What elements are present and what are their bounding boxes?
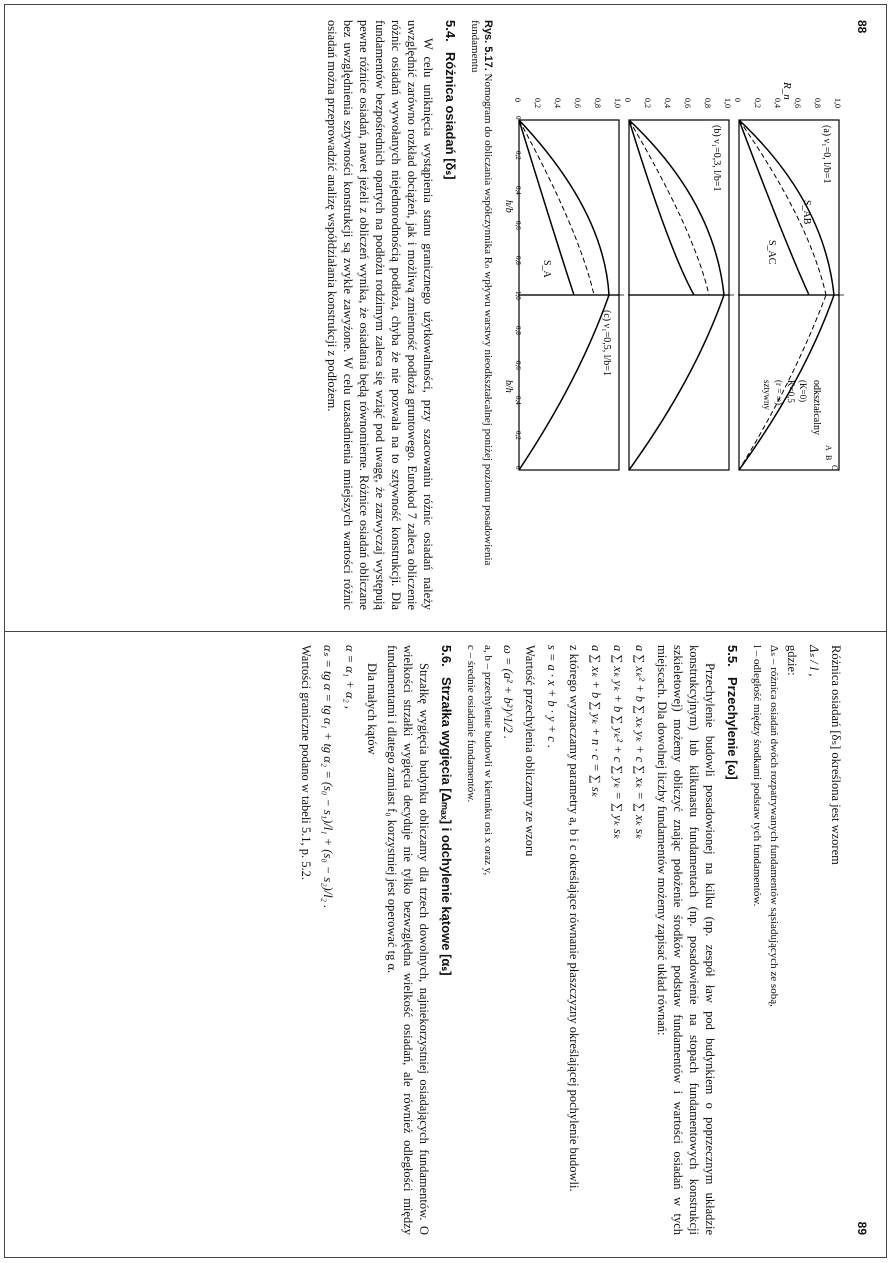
- legend-rigid: sztywny: [762, 380, 772, 410]
- section-title: Przechylenie [ω]: [725, 677, 740, 780]
- system-eq-1: a ∑ xₖ² + b ∑ xₖ yₖ + c ∑ xₖ = ∑ xₖ sₖ: [633, 645, 647, 840]
- section-title: Różnica osiadań [δₛ]: [443, 52, 458, 180]
- y-tick-label: 0,8: [703, 98, 712, 108]
- y-tick-label: 0,8: [593, 98, 602, 108]
- curve-sa-label: S_A: [541, 260, 552, 278]
- y-tick-label: 0: [733, 98, 742, 102]
- page-divider: [4, 631, 887, 632]
- y-tick-label: 0,2: [753, 98, 762, 108]
- figure-caption: [468, 20, 494, 610]
- x-tick-label: 0,2: [514, 431, 522, 440]
- y-tick-label: 0,2: [533, 98, 542, 108]
- x-tick-label: 0: [514, 466, 522, 470]
- definition: c – średnie osiadanie fundamentów.: [465, 645, 477, 803]
- y-tick-label: 1,0: [613, 98, 622, 108]
- page-number: 88: [855, 20, 869, 34]
- paragraph: Strzałkę wygięcia budynku obliczamy dla trzech dowolnych, najniekorzystniej osiadających fundamentów. O wielkości strzałki wygięcia decyduje nie tylko bezwzględna wielkość osiadań, ale również odległości między fundamentami i dlatego zamiast f₀ korzystniej jest operować tg α.: [385, 645, 431, 1235]
- y-tick-label: 0,6: [793, 98, 802, 108]
- gdzie: gdzie:: [785, 645, 799, 676]
- definition: a, b – przechylenie budowli w kierunku osi x oraz y,: [482, 645, 494, 876]
- y-tick-label: 1,0: [723, 98, 732, 108]
- y-tick-label: 0: [513, 98, 522, 102]
- x-tick-label: 0,4: [514, 186, 522, 195]
- page-89: [10, 645, 870, 1235]
- system-eq-3: a ∑ xₖ + b ∑ yₖ + n · c = ∑ sₖ: [589, 645, 603, 798]
- equation-1: Δₛ / l ,: [807, 645, 821, 677]
- legend-point-a: A: [824, 445, 833, 451]
- legend-k05: K=0,5: [786, 380, 796, 403]
- section-5-4-heading: [442, 20, 458, 610]
- section-5-5-heading: [724, 645, 740, 1235]
- x-tick-label: 0,6: [514, 221, 522, 230]
- y-tick-label: 1,0: [833, 98, 842, 108]
- alpha-s-equation: αₛ = tg α = tg α₁ + tg α₂ = (s₀ − s₁)/l₁ + (s₀ − s₂)/l₂ .: [321, 645, 335, 909]
- legend-k0: (K=0): [798, 380, 808, 403]
- nomogram-svg: [503, 80, 844, 500]
- definition: l – odległość między środkami podstaw tych fundamentów.: [751, 645, 763, 907]
- y-tick-label: 0,6: [573, 98, 582, 108]
- paragraph: Wartość przechylenia obliczamy ze wzoru: [523, 645, 537, 857]
- panel-c-label: (c) ν₁=0,5, l/b=1: [601, 310, 612, 376]
- y-tick-label: 0,6: [683, 98, 692, 108]
- x-tick-label: 0,4: [514, 396, 522, 405]
- section-number: 5.5.: [725, 645, 740, 667]
- panel-b-label: (b) ν₁=0,3, l/b=1: [711, 125, 722, 192]
- x-tick-label: 0: [514, 116, 522, 120]
- section-number: 5.4.: [443, 20, 458, 42]
- x-tick-label: 0,8: [514, 256, 522, 265]
- paragraph: z którego wyznaczamy parametry a, b i c określające równanie płaszczyzny określającej pochylenie budowli.: [567, 645, 581, 1192]
- y-tick-label: 0,4: [553, 98, 562, 108]
- paragraph: W celu uniknięcia wystąpienia stanu granicznego użytkowalności, przy szacowaniu różnic osiadań należy uwzględnić zarówno rozkład obciążeń, jak i możliwą zmienność podłoża gruntowego. Eurokod 7 zaleca obliczenie różnic osiadań wywołanych niejednorodnością podłoża, chyba że nie pozwala na to sztywność konstrukcji. Dla fundamentów bezpośrednich opartych na podłożu rodzimym zaleca się wziąć pod uwagę, że zazwyczaj występują pewne różnice osiadań, nawet jeżeli z obliczeń wynika, że osiadania będą równomierne. Różnice osiadań obliczane bez uwzględnienia sztywności konstrukcji są zwykle zawyżone. W celu uzasadnienia mniejszych wartości różnic osiadań można przeprowadzić analizę współdziałania konstrukcji z podłożem.: [325, 20, 435, 610]
- y-tick-label: 0,4: [773, 98, 782, 108]
- omega-equation: ω = (a² + b²)^1/2 .: [501, 645, 515, 740]
- paragraph: Dla małych kątów: [365, 663, 379, 755]
- plane-equation: s = a · x + b · y + c .: [545, 645, 559, 749]
- section-5-6-heading: [438, 645, 454, 1235]
- paragraph: Przechylenie budowli posadowionej na kilku (np. zespół ław pod budynkiem o poprzecznym układzie konstrukcyjnym) lub kilkunastu fundamentach (np. posadowienie na stopach fundamentowych konstrukcji szkieletowej) możemy obliczyć znając położenie środków podstaw fundamentów i wartości osiadań w tych miejscach. Dla dowolnej liczby fundamentów możemy zapisać układ równań:: [655, 645, 717, 1235]
- y-tick-label: 0,2: [643, 98, 652, 108]
- legend-point-c: C: [830, 465, 839, 471]
- caption-text: Nomogram do obliczania współczynnika Rₙ wpływu warstwy nieodkształcalnej poniżej poziomu posadowienia fundamentu: [469, 20, 494, 566]
- page-88: [10, 20, 870, 610]
- page-number: 89: [855, 1221, 869, 1235]
- paragraph: Wartości graniczne podano w tabeli 5.1, p. 5.2.: [299, 645, 313, 881]
- x-tick-label: 0,6: [514, 361, 522, 370]
- x-tick-label: 0,8: [514, 326, 522, 335]
- x-tick-label: 1,0: [514, 291, 522, 300]
- panel-a-label: (a) ν₁=0, l/b=1: [821, 125, 832, 184]
- intro-text: Różnica osiadań [δₛ] określona jest wzorem: [829, 645, 843, 865]
- y-axis-label: R_n: [781, 82, 793, 100]
- y-tick-label: 0,4: [663, 98, 672, 108]
- alpha-equation: α = α₁ + α₂ ,: [343, 645, 357, 709]
- y-tick-label: 0: [623, 98, 632, 102]
- legend-rigid-k: (r = ∞): [774, 380, 784, 405]
- x-tick-label: 0,2: [514, 151, 522, 160]
- caption-label: Rys. 5.17.: [482, 20, 494, 71]
- legend-point-b: B: [824, 455, 833, 461]
- definition: Δₛ – różnica osiadań dwóch rozpatrywanych fundamentów sąsiadujących ze sobą,: [768, 645, 780, 1007]
- nomogram-figure: [503, 80, 844, 500]
- curve-sab-label: S_AB: [801, 200, 812, 225]
- section-number: 5.6.: [439, 645, 454, 667]
- legend-title: odkształcalny: [811, 380, 822, 435]
- section-title: Strzałka wygięcia [Δₘₐₓ] i odchylenie kątowe [αₛ]: [439, 677, 454, 976]
- x-axis-label2: b/h: [503, 380, 514, 393]
- y-tick-label: 0,8: [813, 98, 822, 108]
- curve-sac-label: S_AC: [766, 240, 777, 265]
- system-eq-2: a ∑ xₖ yₖ + b ∑ yₖ² + c ∑ yₖ = ∑ yₖ sₖ: [611, 645, 625, 840]
- x-axis-label: h/b: [503, 200, 514, 213]
